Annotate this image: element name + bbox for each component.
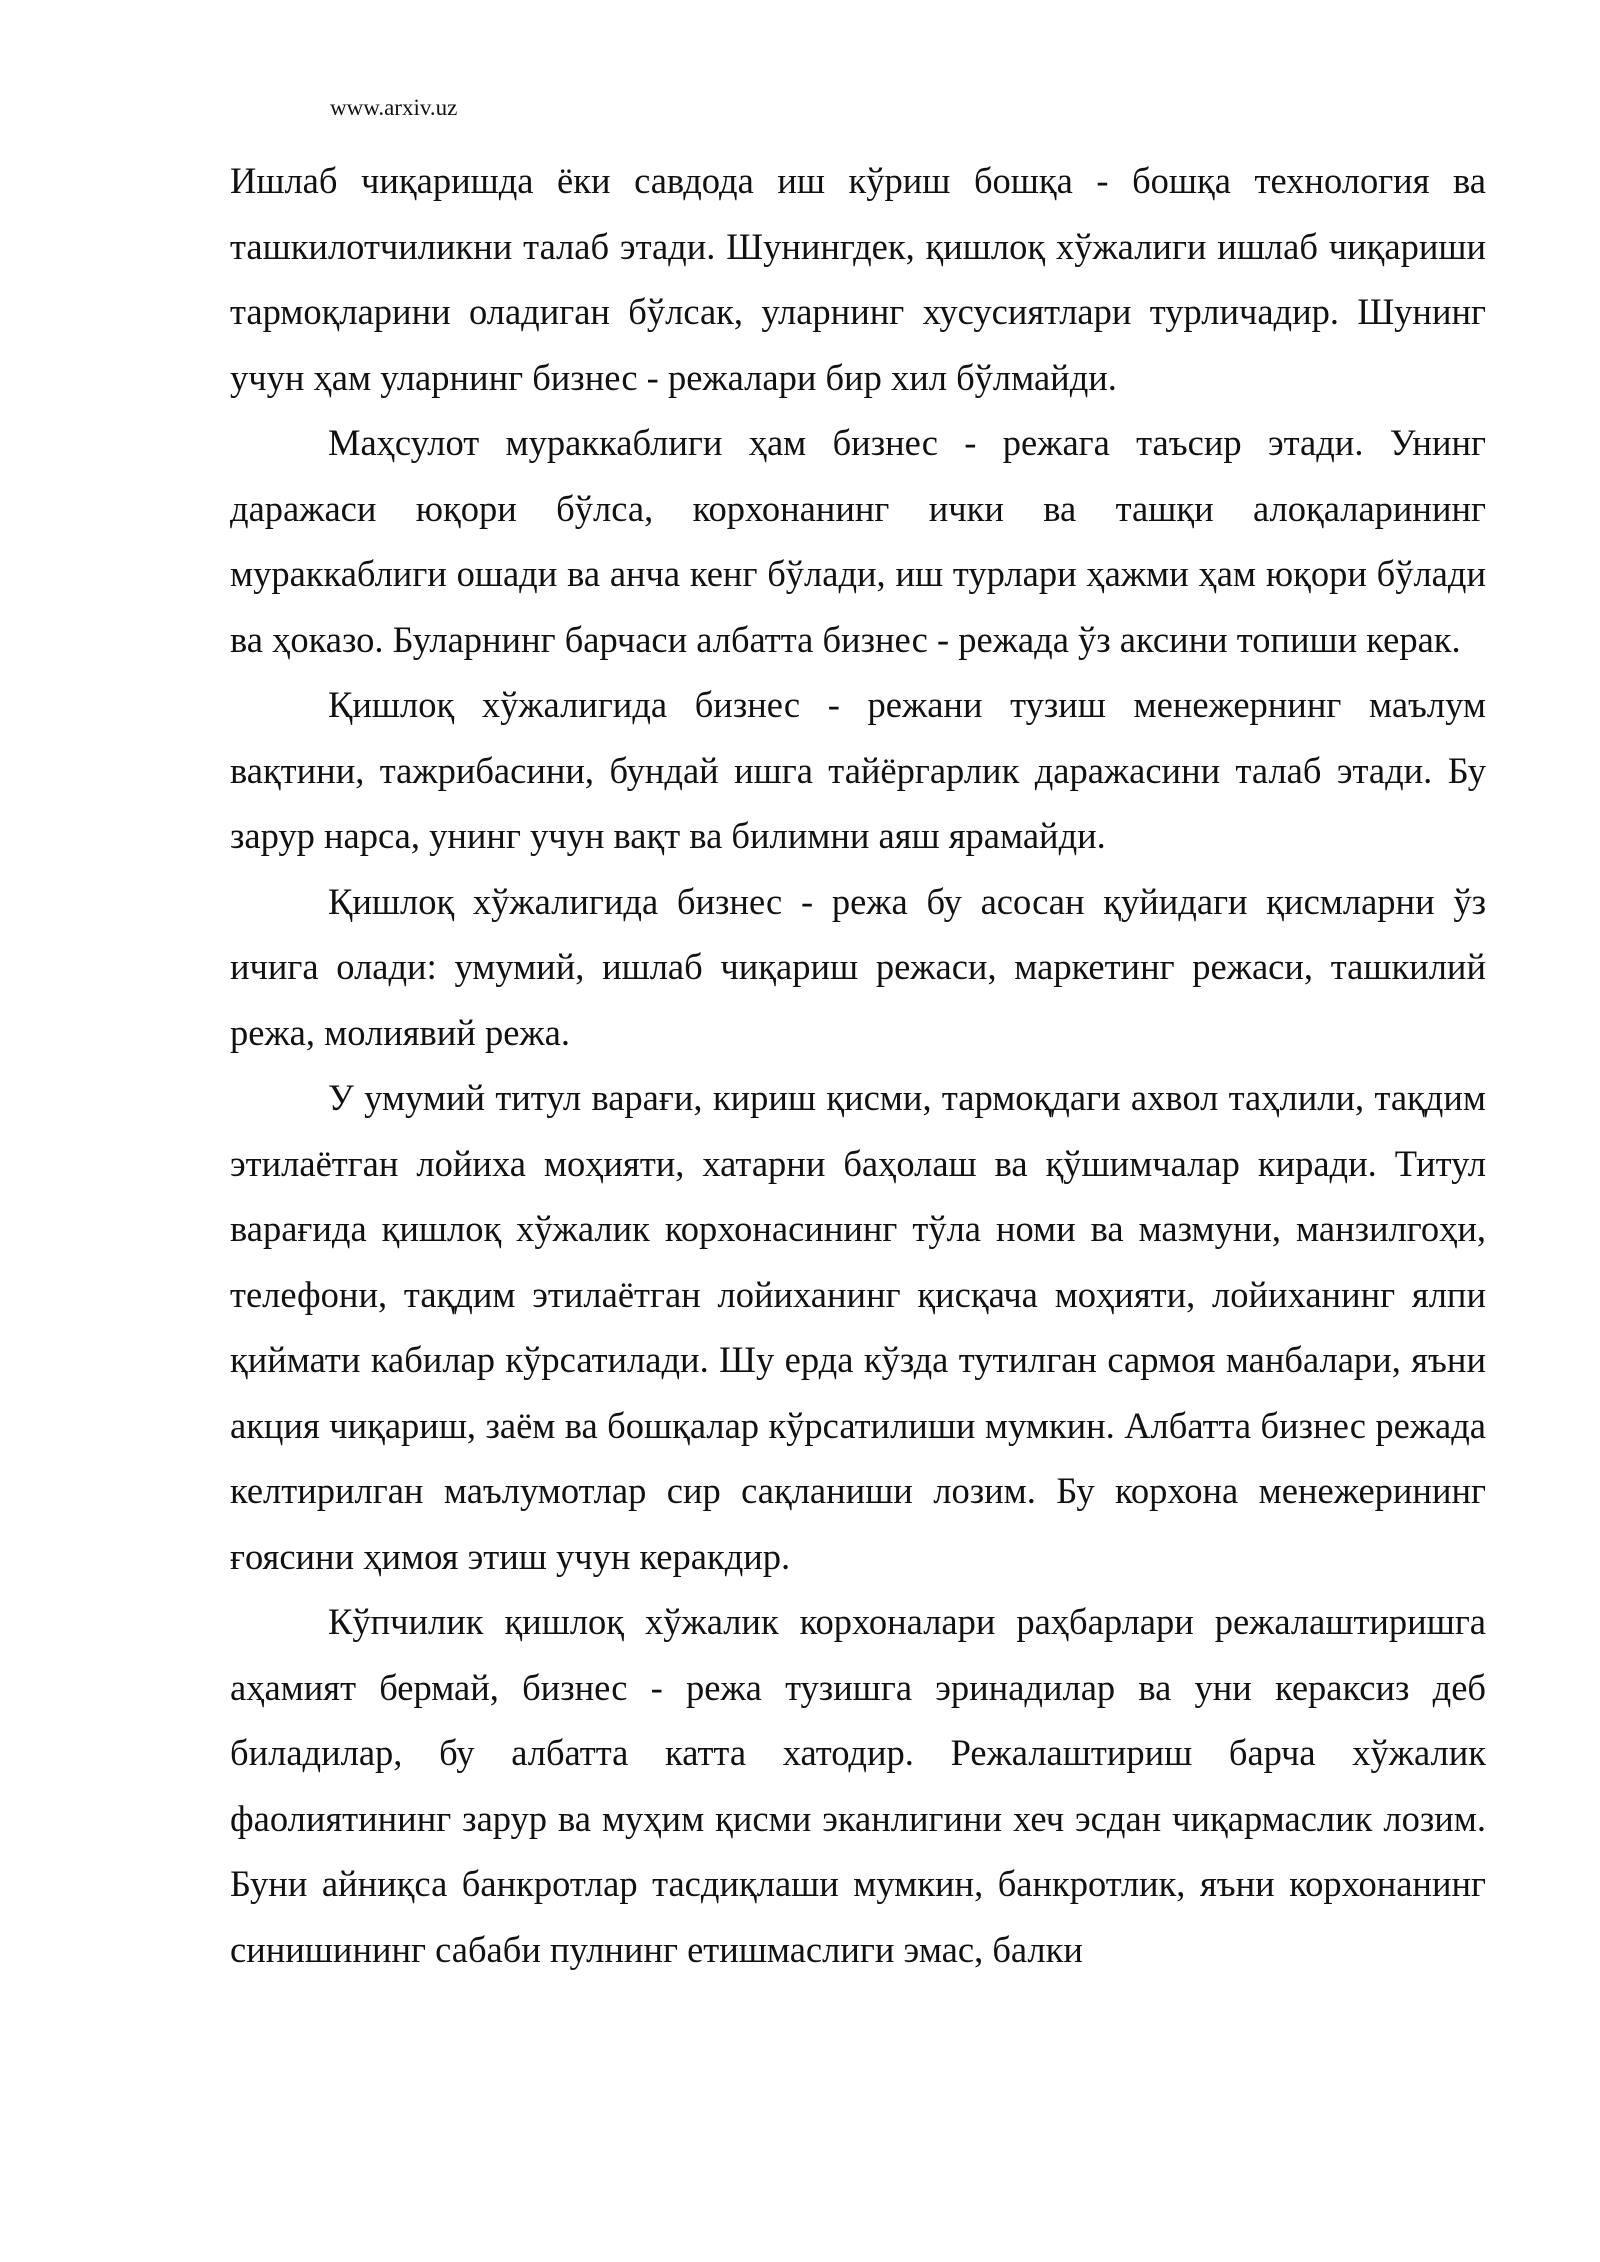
paragraph-6: Кўпчилик қишлоқ хўжалик корхоналари раҳбарлари режалаштиришга аҳамият бермай, бизнес - режа тузишга эринадилар ва уни кераксиз деб биладилар, бу албатта катта хатодир. Режалаштириш барча хўжалик фаолиятининг зарур ва муҳим қисми эканлигини хеч эсдан чиқармаслик лозим. Буни айниқса банкротлар тасдиқлаши мумкин, банкротлик, яъни корхонанинг синишининг сабаби пулнинг етишмаслиги эмас, балки xyxy=(230,1601,1486,1970)
paragraph-1: Ишлаб чиқаришда ёки савдода иш кўриш бошқа - бошқа технология ва ташкилотчиликни талаб этади. Шунингдек, қишлоқ хўжалиги ишлаб чиқариши тармоқларини оладиган бўлсак, уларнинг хусусиятлари турличадир. Шунинг учун ҳам уларнинг бизнес - режалари бир хил бўлмайди. xyxy=(230,160,1486,398)
paragraph-2: Маҳсулот мураккаблиги ҳам бизнес - режага таъсир этади. Унинг даражаси юқори бўлса, корхонанинг ички ва ташқи алоқаларининг мураккаблиги ошади ва анча кенг бўлади, иш турлари ҳажми ҳам юқори бўлади ва ҳоказо. Буларнинг барчаси албатта бизнес - режада ўз аксини топиши керак. xyxy=(230,422,1486,660)
paragraph-3: Қишлоқ хўжалигида бизнес - режани тузиш менежернинг маълум вақтини, тажрибасини, бундай ишга тайёргарлик даражасини талаб этади. Бу зарур нарса, унинг учун вақт ва билимни аяш ярамайди. xyxy=(230,684,1486,856)
paragraph-4: Қишлоқ хўжалигида бизнес - режа бу асосан қуйидаги қисмларни ўз ичига олади: умумий, ишлаб чиқариш режаси, маркетинг режаси, ташкилий режа, молиявий режа. xyxy=(230,880,1486,1053)
document-body xyxy=(230,148,1486,1982)
paragraph-5: У умумий титул варағи, кириш қисми, тармоқдаги ахвол таҳлили, тақдим этилаётган лойиха моҳияти, хатарни баҳолаш ва қўшимчалар киради. Титул варағида қишлоқ хўжалик корхонасининг тўла номи ва мазмуни, манзилгоҳи, телефони, тақдим этилаётган лойиханинг қисқача моҳияти, лойиханинг ялпи қиймати кабилар кўрсатилади. Шу ерда кўзда тутилган сармоя манбалари, яъни акция чиқариш, заём ва бошқалар кўрсатилиши мумкин. Албатта бизнес режада келтирилган маълумотлар сир сақланиши лозим. Бу корхона менежерининг ғоясини ҳимоя этиш учун керакдир. xyxy=(230,1077,1486,1577)
header-url: www.arxiv.uz xyxy=(330,95,458,120)
